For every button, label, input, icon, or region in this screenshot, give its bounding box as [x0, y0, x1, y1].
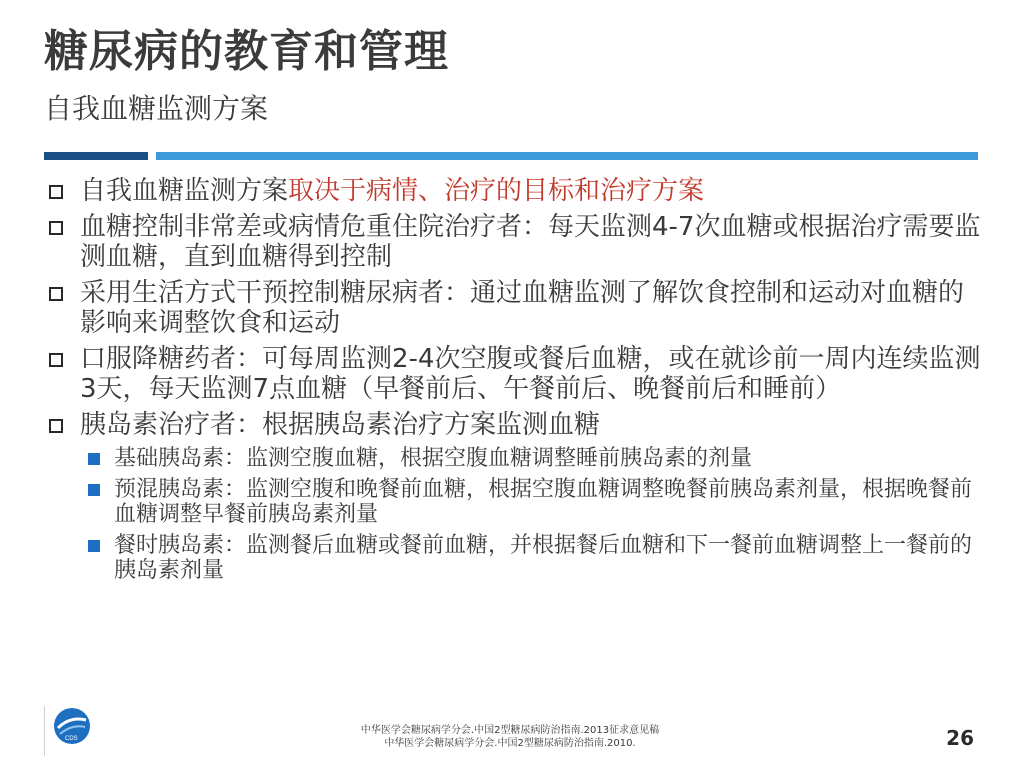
sub-bullet-item [44, 533, 984, 583]
filled-square-bullet-icon [88, 453, 100, 465]
sub-bullet-item [44, 477, 984, 527]
bullet-text: 血糖控制非常差或病情危重住院治疗者：每天监测4-7次血糖或根据治疗需要监测血糖，直到血糖得到控制 [80, 212, 981, 272]
cds-logo-icon [52, 706, 92, 746]
hollow-square-bullet-icon [49, 287, 63, 301]
bullet-item [44, 176, 984, 206]
logo-text: CDS [65, 736, 78, 742]
bullet-text: 自我血糖监测方案 [80, 176, 289, 206]
title-rule-dark [44, 152, 148, 160]
hollow-square-bullet-icon [49, 221, 63, 235]
slide-subtitle: 自我血糖监测方案 [44, 92, 269, 125]
hollow-square-bullet-icon [49, 419, 63, 433]
bullet-text: 胰岛素治疗者：根据胰岛素治疗方案监测血糖 [80, 410, 601, 440]
footer-references [300, 724, 720, 750]
hollow-square-bullet-icon [49, 185, 63, 199]
bullet-list [44, 176, 984, 589]
page-number: 26 [946, 726, 974, 750]
bullet-item [44, 278, 984, 338]
bullet-text: 采用生活方式干预控制糖尿病者：通过血糖监测了解饮食控制和运动对血糖的影响来调整饮食和运动 [80, 278, 965, 338]
footer-divider [44, 706, 45, 756]
bullet-item [44, 212, 984, 272]
reference-line: 中华医学会糖尿病学分会.中国2型糖尿病防治指南.2013征求意见稿 [360, 725, 660, 736]
sub-bullet-text: 基础胰岛素：监测空腹血糖，根据空腹血糖调整睡前胰岛素的剂量 [114, 446, 753, 471]
title-rule-light [156, 152, 978, 160]
sub-bullet-text: 预混胰岛素：监测空腹和晚餐前血糖，根据空腹血糖调整晚餐前胰岛素剂量，根据晚餐前血糖调整早餐前胰岛素剂量 [114, 477, 973, 527]
sub-bullet-item [44, 446, 984, 471]
reference-line: 中华医学会糖尿病学分会.中国2型糖尿病防治指南.2010. [384, 738, 636, 749]
sub-bullet-text: 餐时胰岛素：监测餐后血糖或餐前血糖，并根据餐后血糖和下一餐前血糖调整上一餐前的胰岛素剂量 [114, 533, 973, 583]
bullet-item [44, 410, 984, 440]
filled-square-bullet-icon [88, 484, 100, 496]
bullet-highlight-text: 取决于病情、治疗的目标和治疗方案 [288, 176, 705, 206]
slide-title: 糖尿病的教育和管理 [44, 26, 449, 77]
bullet-text: 口服降糖药者：可每周监测2-4次空腹或餐后血糖，或在就诊前一周内连续监测3天，每天监测7点血糖（早餐前后、午餐前后、晚餐前后和睡前） [80, 344, 981, 404]
hollow-square-bullet-icon [49, 353, 63, 367]
filled-square-bullet-icon [88, 540, 100, 552]
bullet-item [44, 344, 984, 404]
